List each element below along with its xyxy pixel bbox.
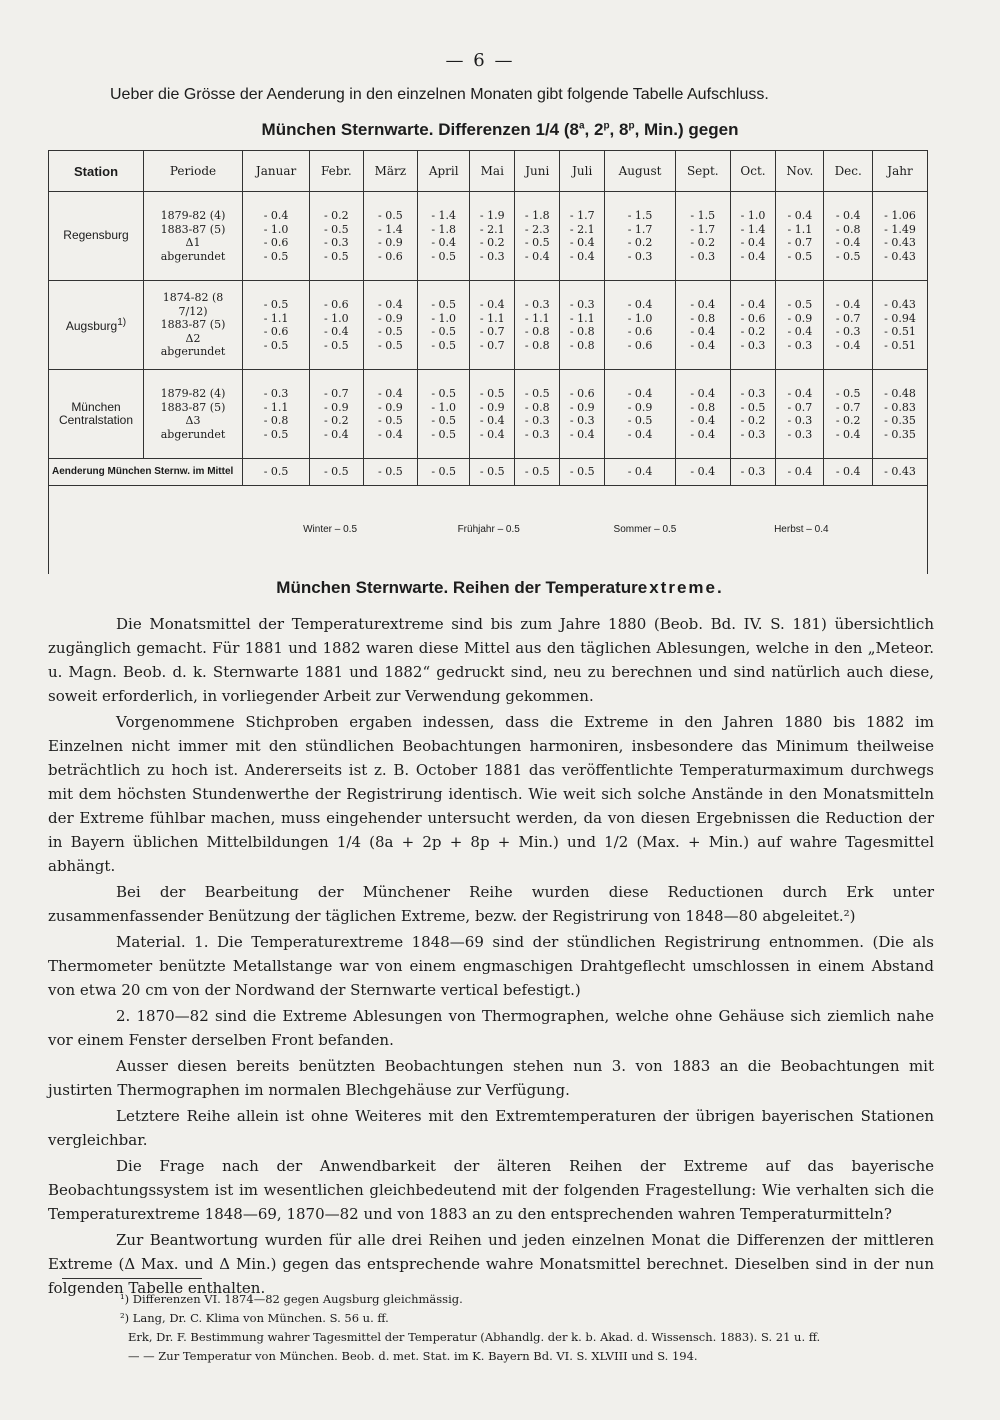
value-cell	[730, 281, 776, 370]
value: - 0.8	[690, 311, 716, 325]
value: - 1.49	[884, 222, 916, 236]
value: - 0.4	[787, 325, 813, 338]
summary-value: - 0.5	[363, 459, 418, 486]
value: - 1.0	[431, 311, 457, 325]
value: - 0.2	[835, 414, 861, 427]
value: - 0.3	[524, 427, 550, 441]
value: - 0.6	[263, 236, 289, 249]
value: - 0.5	[787, 298, 813, 311]
periode-line: Δ3	[185, 414, 201, 427]
season-label: Winter – 0.5	[303, 524, 358, 536]
value: - 0.3	[740, 387, 766, 400]
value: - 0.4	[740, 298, 766, 311]
value-cell	[310, 192, 363, 281]
value: - 0.3	[524, 414, 550, 427]
value: - 0.8	[690, 400, 716, 414]
value: - 1.7	[627, 222, 653, 236]
periode-line: 1874-82 (8 7/12)	[162, 291, 224, 318]
value-cell	[824, 192, 873, 281]
value: - 0.4	[627, 298, 653, 311]
season-spacer	[873, 486, 928, 575]
value-cell	[363, 192, 418, 281]
value-cell	[873, 192, 928, 281]
periode-cell	[144, 370, 243, 459]
station-cell	[49, 370, 144, 459]
value-cell	[470, 370, 515, 459]
periode-line: 1883-87 (5)	[160, 222, 226, 236]
value: - 0.4	[323, 427, 349, 441]
periode-line: abgerundet	[160, 345, 226, 359]
value: - 0.8	[263, 414, 289, 427]
value: - 0.9	[787, 311, 813, 325]
value: - 0.43	[884, 249, 916, 263]
value: - 0.5	[323, 338, 349, 352]
value-cell	[776, 192, 824, 281]
value: - 0.2	[323, 414, 349, 427]
col-header-juni: Juni	[515, 151, 560, 192]
value: - 0.8	[524, 325, 550, 338]
value: - 0.3	[263, 387, 289, 400]
value: - 0.5	[524, 236, 550, 249]
value: - 0.4	[627, 387, 653, 400]
value: - 0.6	[627, 325, 653, 338]
value: - 1.1	[524, 311, 550, 325]
value: - 0.5	[377, 209, 403, 222]
value: - 0.4	[690, 338, 716, 352]
value: - 0.3	[479, 249, 505, 263]
value: - 0.4	[627, 427, 653, 441]
value: - 0.2	[740, 414, 766, 427]
station-cell	[49, 281, 144, 370]
value: - 0.9	[323, 400, 349, 414]
value-cell	[515, 281, 560, 370]
periode-line: 1883-87 (5)	[160, 400, 226, 414]
col-header-maerz: März	[363, 151, 418, 192]
value-cell	[675, 370, 730, 459]
value: - 2.1	[569, 222, 595, 236]
value: - 0.2	[627, 236, 653, 249]
value: - 0.8	[569, 325, 595, 338]
table-row	[49, 192, 928, 281]
body-text	[48, 612, 934, 1302]
value-cell	[470, 192, 515, 281]
value: - 0.7	[787, 400, 813, 414]
summary-value: - 0.4	[675, 459, 730, 486]
value: - 1.0	[323, 311, 349, 325]
value: - 1.9	[479, 209, 505, 222]
value: - 0.2	[323, 209, 349, 222]
value: - 0.5	[431, 414, 457, 427]
differences-table	[48, 150, 928, 574]
periode-line: Δ1	[185, 236, 201, 249]
value: - 0.6	[569, 387, 595, 400]
value-cell	[418, 370, 470, 459]
season-row	[49, 486, 928, 575]
value-cell	[560, 281, 605, 370]
value: - 0.3	[569, 414, 595, 427]
value: - 0.4	[835, 209, 861, 222]
value: - 0.4	[787, 387, 813, 400]
value: - 2.3	[524, 222, 550, 236]
value: - 0.5	[627, 414, 653, 427]
value: - 0.6	[740, 311, 766, 325]
station-cell	[49, 192, 144, 281]
table-title: München Sternwarte. Differenzen 1/4 (8$^a$, 2$^p$, 8$^p$, Min.) gegen	[261, 120, 739, 139]
value: - 0.5	[431, 427, 457, 441]
season-label: Herbst – 0.4	[774, 524, 829, 536]
value-cell	[776, 370, 824, 459]
value-cell	[470, 281, 515, 370]
footnote-divider	[62, 1278, 202, 1279]
value: - 0.5	[377, 325, 403, 338]
value: - 0.5	[263, 338, 289, 352]
value: - 0.5	[835, 249, 861, 263]
value: - 0.4	[740, 249, 766, 263]
value: - 2.1	[479, 222, 505, 236]
col-header-jahr: Jahr	[873, 151, 928, 192]
value: - 0.5	[431, 249, 457, 263]
summary-value: - 0.3	[730, 459, 776, 486]
value: - 1.5	[627, 209, 653, 222]
footnote: Erk, Dr. F. Bestimmung wahrer Tagesmittel der Temperatur (Abhandlg. der k. b. Akad. d. Wissensch. 1883). S. 21 u. ff.	[128, 1330, 821, 1344]
paragraph: Ausser diesen bereits benützten Beobachtungen stehen nun 3. von 1883 an die Beobachtungen mit justirten Thermographen im normalen Blechgehäuse zur Verfügung.	[48, 1057, 934, 1099]
summary-value: - 0.5	[310, 459, 363, 486]
value: - 0.9	[377, 311, 403, 325]
value: - 0.4	[431, 236, 457, 249]
value: - 0.5	[263, 427, 289, 441]
summary-label: Aenderung München Sternw. im Mittel	[49, 459, 243, 486]
page-number: — 6 —	[445, 50, 515, 71]
value: - 0.83	[884, 400, 916, 414]
value: - 0.6	[263, 325, 289, 338]
value: - 0.4	[479, 427, 505, 441]
value: - 0.4	[690, 414, 716, 427]
value-cell	[418, 281, 470, 370]
value: - 0.4	[787, 209, 813, 222]
value-cell	[730, 192, 776, 281]
value: - 1.8	[524, 209, 550, 222]
value: - 0.5	[524, 387, 550, 400]
season-spacer	[49, 486, 243, 575]
paragraph: 2. 1870—82 sind die Extreme Ablesungen von Thermographen, welche ohne Gehäuse sich ziemlich nahe vor einem Fenster derselben Front befanden.	[48, 1007, 934, 1049]
value: - 0.2	[479, 236, 505, 249]
value: - 0.5	[787, 249, 813, 263]
periode-line: Δ2	[185, 331, 201, 345]
value: - 1.1	[787, 222, 813, 236]
table-row	[49, 370, 928, 459]
summary-row	[49, 459, 928, 486]
periode-line: abgerundet	[160, 427, 226, 441]
value: - 1.0	[740, 209, 766, 222]
value: - 0.94	[884, 311, 916, 325]
value: - 1.4	[377, 222, 403, 236]
value: - 0.4	[690, 427, 716, 441]
col-header-januar: Januar	[243, 151, 310, 192]
summary-value: - 0.5	[515, 459, 560, 486]
value-cell	[560, 192, 605, 281]
value: - 1.4	[431, 209, 457, 222]
footnotes	[120, 1290, 950, 1366]
value: - 0.6	[323, 298, 349, 311]
value-cell	[675, 192, 730, 281]
paragraph: Material. 1. Die Temperaturextreme 1848—69 sind der stündlichen Registrirung entnommen. (Die als Thermometer benützte Metallstange war von einem engmaschigen Drahtgeflecht umschlossen in einem Abstand von etwa 20 cm von der Nordwand der Sternwarte vertical befestigt.)	[48, 933, 934, 999]
value: - 0.9	[627, 400, 653, 414]
value: - 1.06	[884, 209, 916, 222]
value-cell	[776, 281, 824, 370]
periode-line: abgerundet	[160, 249, 226, 263]
paragraph: Die Frage nach der Anwendbarkeit der älteren Reihen der Extreme auf das bayerische Beobachtungssystem ist im wesentlichen gleichbedeutend mit der folgenden Fragestellung: Wie verhalten sich die Temperaturextreme 1848—69, 1870—82 und von 1883 an zu den entsprechenden wahren Temperaturmitteln?	[48, 1157, 934, 1223]
value-cell	[363, 370, 418, 459]
col-header-sept: Sept.	[675, 151, 730, 192]
value-cell	[243, 281, 310, 370]
value: - 0.5	[377, 414, 403, 427]
value: - 0.7	[323, 387, 349, 400]
value: - 0.4	[479, 414, 505, 427]
value: - 0.4	[690, 325, 716, 338]
value: - 0.4	[835, 338, 861, 352]
value: - 0.7	[835, 400, 861, 414]
value: - 0.5	[835, 387, 861, 400]
value-cell	[515, 370, 560, 459]
value: - 0.4	[569, 427, 595, 441]
summary-value: - 0.4	[776, 459, 824, 486]
value: - 0.4	[377, 298, 403, 311]
value: - 0.3	[690, 249, 716, 263]
value: - 0.3	[627, 249, 653, 263]
value: - 0.3	[835, 325, 861, 338]
col-header-febr: Febr.	[310, 151, 363, 192]
value-cell	[605, 281, 676, 370]
periode-cell	[144, 281, 243, 370]
value: - 0.4	[263, 209, 289, 222]
value: - 0.4	[524, 249, 550, 263]
value: - 1.7	[569, 209, 595, 222]
section-title: München Sternwarte. Reihen der Temperaturextreme.	[276, 578, 724, 597]
periode-line: 1883-87 (5)	[160, 318, 226, 332]
value-cell	[363, 281, 418, 370]
value: - 1.0	[263, 222, 289, 236]
value: - 1.1	[479, 311, 505, 325]
value-cell	[310, 370, 363, 459]
value: - 0.5	[740, 400, 766, 414]
summary-value: - 0.43	[873, 459, 928, 486]
value: - 0.8	[835, 222, 861, 236]
value: - 1.1	[263, 311, 289, 325]
value: - 0.3	[787, 338, 813, 352]
value: - 0.4	[377, 427, 403, 441]
value: - 0.4	[323, 325, 349, 338]
footnote: ¹) Differenzen VI. 1874—82 gegen Augsburg gleichmässig.	[120, 1292, 463, 1306]
station-footnote-mark: 1)	[117, 317, 127, 329]
station-name: Regensburg	[63, 228, 129, 243]
value: - 0.9	[377, 400, 403, 414]
value: - 1.7	[690, 222, 716, 236]
summary-value: - 0.4	[824, 459, 873, 486]
value-cell	[605, 370, 676, 459]
value: - 0.51	[884, 325, 916, 338]
paragraph: Letztere Reihe allein ist ohne Weiteres mit den Extremtemperaturen der übrigen bayerischen Stationen vergleichbar.	[48, 1107, 934, 1149]
summary-value: - 0.5	[560, 459, 605, 486]
value: - 0.5	[431, 325, 457, 338]
season-label: Frühjahr – 0.5	[457, 524, 520, 536]
value: - 0.6	[377, 249, 403, 263]
value: - 0.5	[431, 298, 457, 311]
value: - 0.4	[835, 236, 861, 249]
value: - 1.4	[740, 222, 766, 236]
value: - 0.4	[835, 427, 861, 441]
value: - 0.2	[690, 236, 716, 249]
value: - 0.5	[263, 249, 289, 263]
footnote: ²) Lang, Dr. C. Klima von München. S. 56 u. ff.	[120, 1311, 389, 1325]
value-cell	[675, 281, 730, 370]
value: - 0.4	[479, 298, 505, 311]
value-cell	[515, 192, 560, 281]
value: - 1.8	[431, 222, 457, 236]
value: - 0.5	[431, 387, 457, 400]
value: - 0.3	[740, 427, 766, 441]
station-name: Augsburg	[65, 319, 118, 334]
value: - 0.6	[627, 338, 653, 352]
value-cell	[243, 370, 310, 459]
value-cell	[243, 192, 310, 281]
col-header-dec: Dec.	[824, 151, 873, 192]
season-label: Sommer – 0.5	[613, 524, 677, 536]
summary-value: - 0.4	[605, 459, 676, 486]
station-name: München Centralstation	[58, 399, 134, 427]
value: - 0.4	[690, 298, 716, 311]
value: - 0.43	[884, 298, 916, 311]
col-header-juli: Juli	[560, 151, 605, 192]
value: - 0.4	[569, 249, 595, 263]
value: - 0.3	[787, 414, 813, 427]
value: - 0.5	[263, 298, 289, 311]
value: - 0.3	[787, 427, 813, 441]
value: - 0.5	[479, 387, 505, 400]
summary-value: - 0.5	[418, 459, 470, 486]
value: - 0.3	[524, 298, 550, 311]
col-header-april: April	[418, 151, 470, 192]
paragraph: Vorgenommene Stichproben ergaben indessen, dass die Extreme in den Jahren 1880 bis 1882 im Einzelnen nicht immer mit den stündlichen Beobachtungen harmoniren, insbesondere das Minimum theilweise beträchtlich zu hoch ist. Andererseits ist z. B. October 1881 das veröffentlichte Temperaturmaximum durchwegs mit dem höchsten Stundenwerthe der Registrirung identisch. Wie weit sich solche Anstände in den Monatsmitteln der Extreme fühlbar machen, muss eingehender untersucht werden, da von diesen Ergebnissen die Reduction der in Bayern üblichen Mittelbildungen 1/4 (8a + 2p + 8p + Min.) und 1/2 (Max. + Min.) auf wahre Tagesmittel abhängt.	[48, 713, 934, 875]
intro-sentence: Ueber die Grösse der Aenderung in den einzelnen Monaten gibt folgende Tabelle Aufschluss.	[110, 86, 769, 103]
value: - 0.43	[884, 236, 916, 249]
col-header-nov: Nov.	[776, 151, 824, 192]
value: - 0.3	[323, 236, 349, 249]
col-header-august: August	[605, 151, 676, 192]
value-cell	[824, 281, 873, 370]
summary-value: - 0.5	[243, 459, 310, 486]
value: - 0.9	[377, 236, 403, 249]
value-cell	[824, 370, 873, 459]
value: - 0.4	[569, 236, 595, 249]
value: - 1.0	[431, 400, 457, 414]
paragraph: Die Monatsmittel der Temperaturextreme sind bis zum Jahre 1880 (Beob. Bd. IV. S. 181) übersichtlich zugänglich gemacht. Für 1881 und 1882 waren diese Mittel aus den täglichen Ablesungen, welche in den „Meteor. u. Magn. Beob. d. k. Sternwarte 1881 und 1882“ gedruckt sind, neu zu berechnen und sind natürlich auch diese, soweit erforderlich, in vorliegender Arbeit zur Verwendung gekommen.	[48, 615, 934, 705]
value-cell	[873, 281, 928, 370]
value: - 0.51	[884, 338, 916, 352]
value: - 0.2	[740, 325, 766, 338]
value: - 0.7	[479, 325, 505, 338]
value: - 1.5	[690, 209, 716, 222]
value: - 0.3	[740, 338, 766, 352]
col-header-oct: Oct.	[730, 151, 776, 192]
value: - 0.7	[787, 236, 813, 249]
value-cell	[605, 192, 676, 281]
value-cell	[873, 370, 928, 459]
value: - 0.5	[377, 338, 403, 352]
col-header-station: Station	[49, 151, 144, 192]
value: - 1.0	[627, 311, 653, 325]
value-cell	[560, 370, 605, 459]
value: - 0.35	[884, 427, 916, 441]
footnote: — — Zur Temperatur von München. Beob. d. met. Stat. im K. Bayern Bd. VI. S. XLVIII und S. 194.	[128, 1349, 698, 1363]
value: - 0.8	[569, 338, 595, 352]
summary-value: - 0.5	[470, 459, 515, 486]
table-header-row	[49, 151, 928, 192]
value: - 0.4	[377, 387, 403, 400]
paragraph: Bei der Bearbeitung der Münchener Reihe wurden diese Reductionen durch Erk unter zusammenfassender Benützung der täglichen Extreme, bezw. der Registrirung von 1848—80 abgeleitet.²)	[48, 883, 934, 925]
value: - 0.8	[524, 338, 550, 352]
value: - 0.7	[479, 338, 505, 352]
value-cell	[310, 281, 363, 370]
value: - 1.1	[569, 311, 595, 325]
value: - 0.35	[884, 414, 916, 427]
paragraph: Zur Beantwortung wurden für alle drei Reihen und jeden einzelnen Monat die Differenzen der mittleren Extreme (Δ Max. und Δ Min.) gegen das entsprechende wahre Monatsmittel berechnet. Dieselben sind in der nun folgenden Tabelle enthalten.	[48, 1231, 934, 1297]
value: - 0.9	[569, 400, 595, 414]
value: - 0.5	[431, 338, 457, 352]
value-cell	[730, 370, 776, 459]
table-row	[49, 281, 928, 370]
value: - 0.4	[690, 387, 716, 400]
value: - 0.8	[524, 400, 550, 414]
value: - 1.1	[263, 400, 289, 414]
value: - 0.4	[835, 298, 861, 311]
value: - 0.5	[323, 249, 349, 263]
value-cell	[418, 192, 470, 281]
value: - 0.4	[740, 236, 766, 249]
col-header-periode: Periode	[144, 151, 243, 192]
value: - 0.7	[835, 311, 861, 325]
value: - 0.5	[323, 222, 349, 236]
periode-cell	[144, 192, 243, 281]
value: - 0.3	[569, 298, 595, 311]
periode-line: 1879-82 (4)	[160, 209, 226, 222]
value: - 0.48	[884, 387, 916, 400]
col-header-mai: Mai	[470, 151, 515, 192]
periode-line: 1879-82 (4)	[160, 387, 226, 400]
value: - 0.9	[479, 400, 505, 414]
